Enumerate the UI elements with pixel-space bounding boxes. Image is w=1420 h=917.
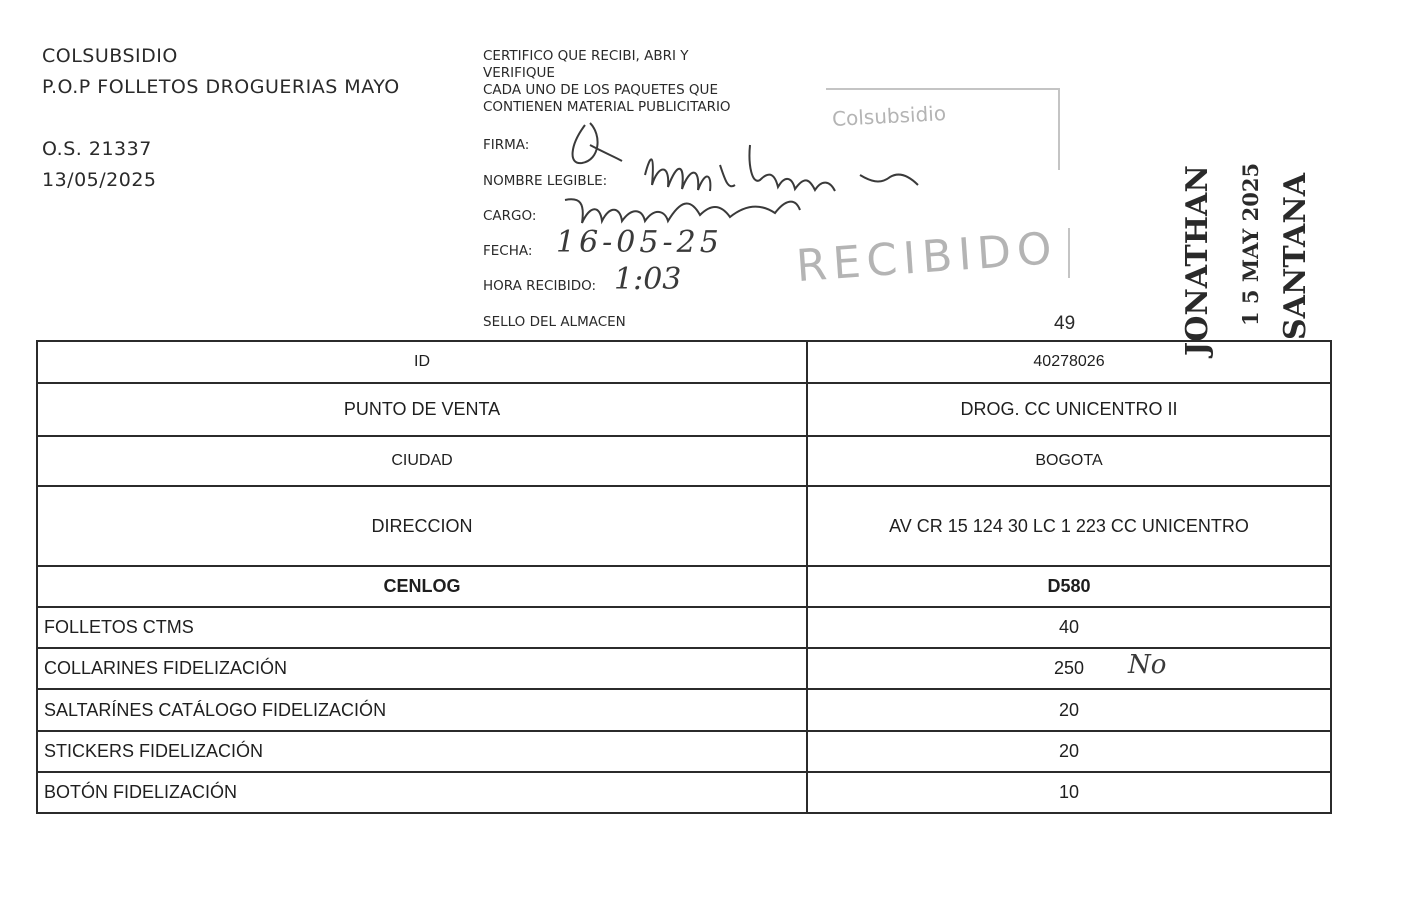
row-value: 40 [807, 607, 1331, 648]
handwritten-hora: 1:03 [614, 262, 682, 297]
order-number: O.S. 21337 [42, 138, 152, 160]
table-row [37, 689, 1331, 731]
vertical-name-first: JONATHAN [1180, 165, 1215, 356]
firma-label: FIRMA: [483, 137, 530, 153]
row-label: COLLARINES FIDELIZACIÓN [37, 648, 807, 689]
row-label: ID [37, 341, 807, 383]
store-info-table [36, 340, 1332, 814]
table-row [37, 436, 1331, 486]
row-label: CENLOG [37, 566, 807, 607]
certificate-line: VERIFIQUE [483, 65, 555, 81]
row-value: 250 [807, 648, 1331, 689]
table-row [37, 607, 1331, 648]
hora-label: HORA RECIBIDO: [483, 278, 597, 294]
row-value: 40278026 [807, 341, 1331, 383]
table-row [37, 486, 1331, 566]
row-label: DIRECCION [37, 486, 807, 566]
document-date: 13/05/2025 [42, 169, 157, 191]
vertical-name-second: SANTANA [1278, 172, 1313, 340]
row-value: 20 [807, 689, 1331, 731]
project-title: P.O.P FOLLETOS DROGUERIAS MAYO [42, 76, 400, 98]
stamp-recibido: RECIBIDO [794, 222, 1060, 293]
vertical-date: 1 5 MAY 2025 [1238, 162, 1263, 326]
row-label: STICKERS FIDELIZACIÓN [37, 731, 807, 772]
row-value: 20 [807, 731, 1331, 772]
stamp-title: Colsubsidio [831, 101, 947, 131]
stamp-edge [1068, 228, 1070, 278]
certificate-line: CERTIFICO QUE RECIBI, ABRI Y [483, 48, 689, 64]
row-value: D580 [807, 566, 1331, 607]
table-row [37, 648, 1331, 689]
handwritten-fecha: 16-05-25 [556, 225, 723, 260]
table-row [37, 341, 1331, 383]
table-row [37, 772, 1331, 813]
nombre-label: NOMBRE LEGIBLE: [483, 173, 608, 189]
fecha-label: FECHA: [483, 243, 533, 259]
page-number: 49 [1054, 313, 1076, 334]
company-name: COLSUBSIDIO [42, 45, 178, 67]
row-label: CIUDAD [37, 436, 807, 486]
certificate-line: CONTIENEN MATERIAL PUBLICITARIO [483, 99, 731, 115]
row-label: PUNTO DE VENTA [37, 383, 807, 436]
table-row [37, 383, 1331, 436]
row-value: AV CR 15 124 30 LC 1 223 CC UNICENTRO [807, 486, 1331, 566]
row-value: DROG. CC UNICENTRO II [807, 383, 1331, 436]
certificate-line: CADA UNO DE LOS PAQUETES QUE [483, 82, 718, 98]
row-value: BOGOTA [807, 436, 1331, 486]
row-label: SALTARÍNES CATÁLOGO FIDELIZACIÓN [37, 689, 807, 731]
row-label: BOTÓN FIDELIZACIÓN [37, 772, 807, 813]
table-row [37, 731, 1331, 772]
row-value: 10 [807, 772, 1331, 813]
table-row [37, 566, 1331, 607]
row-label: FOLLETOS CTMS [37, 607, 807, 648]
handwritten-note: No [1128, 650, 1167, 680]
cargo-label: CARGO: [483, 208, 537, 224]
sello-label: SELLO DEL ALMACEN [483, 314, 626, 330]
